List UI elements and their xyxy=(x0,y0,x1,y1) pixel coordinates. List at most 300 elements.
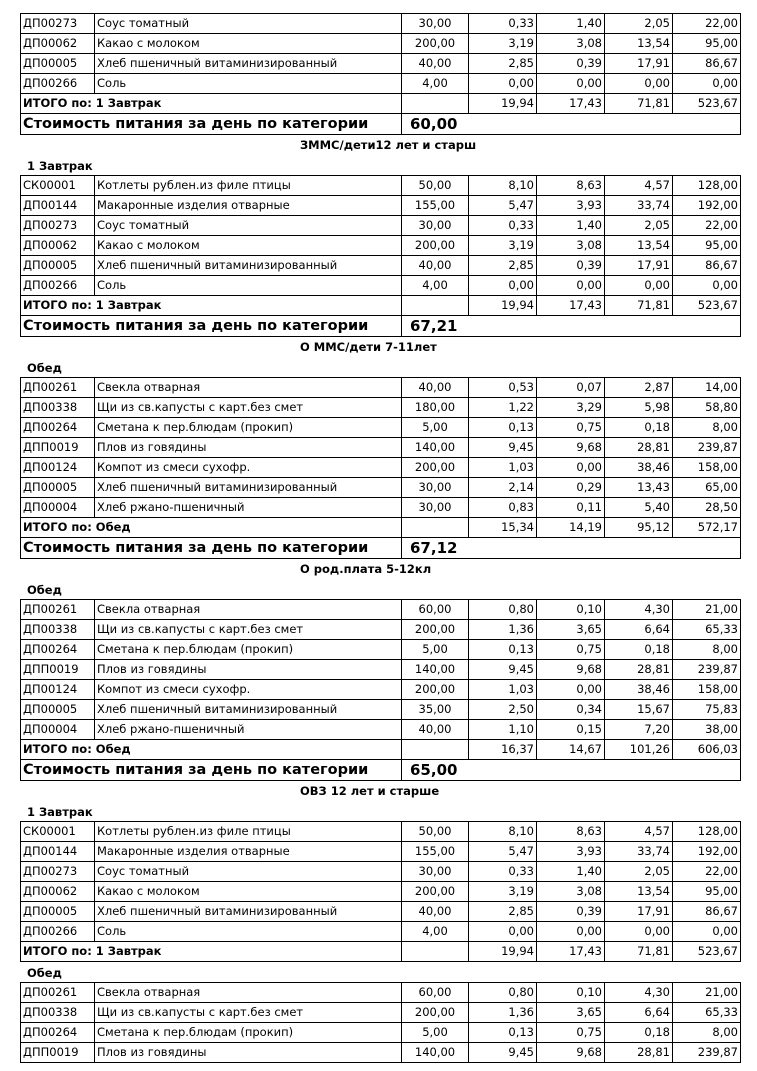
total-f: 17,43 xyxy=(537,296,605,316)
table-row xyxy=(21,256,741,276)
dish-weight: 5,00 xyxy=(402,1023,469,1043)
total-weight-empty xyxy=(402,94,469,114)
total-label: ИТОГО по: 1 Завтрак xyxy=(21,942,402,962)
carbs-value: 13,43 xyxy=(605,478,673,498)
dish-name: Сметана к пер.блюдам (прокип) xyxy=(95,1023,402,1043)
table-row xyxy=(21,882,741,902)
protein-value: 3,19 xyxy=(469,882,537,902)
dish-code: ДП00264 xyxy=(21,1023,95,1043)
protein-value: 9,45 xyxy=(469,1043,537,1063)
carbs-value: 7,20 xyxy=(605,720,673,740)
table-row xyxy=(21,720,741,740)
protein-value: 0,33 xyxy=(469,216,537,236)
table-row xyxy=(21,196,741,216)
kcal-value: 65,33 xyxy=(673,620,741,640)
protein-value: 3,19 xyxy=(469,34,537,54)
dish-name: Щи из св.капусты с карт.без смет xyxy=(95,398,402,418)
total-f: 14,67 xyxy=(537,740,605,760)
kcal-value: 22,00 xyxy=(673,862,741,882)
total-weight-empty xyxy=(402,296,469,316)
dish-name: Соус томатный xyxy=(95,216,402,236)
carbs-value: 15,67 xyxy=(605,700,673,720)
carbs-value: 17,91 xyxy=(605,54,673,74)
table-row xyxy=(21,438,741,458)
fat-value: 0,00 xyxy=(537,922,605,942)
dish-name: Соус томатный xyxy=(95,862,402,882)
table-row xyxy=(21,54,741,74)
carbs-value: 2,05 xyxy=(605,862,673,882)
fat-value: 0,10 xyxy=(537,983,605,1003)
fat-value: 9,68 xyxy=(537,438,605,458)
dish-name: Котлеты рублен.из филе птицы xyxy=(95,822,402,842)
kcal-value: 14,00 xyxy=(673,378,741,398)
dish-name: Какао с молоком xyxy=(95,236,402,256)
fat-value: 3,93 xyxy=(537,196,605,216)
dish-weight: 140,00 xyxy=(402,660,469,680)
dish-weight: 155,00 xyxy=(402,196,469,216)
total-label: ИТОГО по: 1 Завтрак xyxy=(21,94,402,114)
total-weight-empty xyxy=(402,518,469,538)
dish-name: Сметана к пер.блюдам (прокип) xyxy=(95,640,402,660)
dish-name: Хлеб пшеничный витаминизированный xyxy=(95,54,402,74)
dish-weight: 50,00 xyxy=(402,176,469,196)
fat-value: 3,65 xyxy=(537,620,605,640)
dish-name: Хлеб ржано-пшеничный xyxy=(95,498,402,518)
dish-name: Свекла отварная xyxy=(95,378,402,398)
kcal-value: 75,83 xyxy=(673,700,741,720)
carbs-value: 0,18 xyxy=(605,418,673,438)
fat-value: 8,63 xyxy=(537,176,605,196)
protein-value: 0,13 xyxy=(469,640,537,660)
dish-name: Щи из св.капусты с карт.без смет xyxy=(95,1003,402,1023)
dish-code: ДП00005 xyxy=(21,256,95,276)
kcal-value: 128,00 xyxy=(673,822,741,842)
dish-code: ДПП0019 xyxy=(21,1043,95,1063)
dish-name: Макаронные изделия отварные xyxy=(95,196,402,216)
fat-value: 3,08 xyxy=(537,34,605,54)
carbs-value: 13,54 xyxy=(605,236,673,256)
carbs-value: 33,74 xyxy=(605,196,673,216)
carbs-value: 5,40 xyxy=(605,498,673,518)
cost-row xyxy=(21,538,741,559)
menu-table xyxy=(20,821,741,962)
dish-weight: 200,00 xyxy=(402,1003,469,1023)
dish-name: Компот из смеси сухофр. xyxy=(95,458,402,478)
fat-value: 0,00 xyxy=(537,680,605,700)
carbs-value: 13,54 xyxy=(605,882,673,902)
menu-table xyxy=(20,175,741,337)
table-row xyxy=(21,1043,741,1063)
cost-value: 67,12 xyxy=(402,538,741,559)
carbs-value: 2,87 xyxy=(605,378,673,398)
protein-value: 9,45 xyxy=(469,438,537,458)
fat-value: 3,08 xyxy=(537,882,605,902)
dish-code: ДП00261 xyxy=(21,378,95,398)
dish-weight: 40,00 xyxy=(402,54,469,74)
dish-name: Плов из говядины xyxy=(95,438,402,458)
protein-value: 1,22 xyxy=(469,398,537,418)
cost-label: Стоимость питания за день по категории xyxy=(21,114,402,135)
dish-name: Какао с молоком xyxy=(95,34,402,54)
carbs-value: 2,05 xyxy=(605,14,673,34)
kcal-value: 128,00 xyxy=(673,176,741,196)
protein-value: 2,85 xyxy=(469,902,537,922)
carbs-value: 4,57 xyxy=(605,176,673,196)
dish-code: ДП00144 xyxy=(21,842,95,862)
dish-weight: 140,00 xyxy=(402,1043,469,1063)
dish-weight: 60,00 xyxy=(402,600,469,620)
carbs-value: 0,00 xyxy=(605,74,673,94)
total-weight-empty xyxy=(402,740,469,760)
meal-title: 1 Завтрак xyxy=(27,805,93,819)
table-row xyxy=(21,640,741,660)
kcal-value: 38,00 xyxy=(673,720,741,740)
kcal-value: 239,87 xyxy=(673,1043,741,1063)
protein-value: 8,10 xyxy=(469,822,537,842)
cost-value: 67,21 xyxy=(402,316,741,337)
dish-weight: 155,00 xyxy=(402,842,469,862)
total-p: 19,94 xyxy=(469,942,537,962)
table-row xyxy=(21,176,741,196)
dish-name: Соль xyxy=(95,74,402,94)
kcal-value: 21,00 xyxy=(673,600,741,620)
fat-value: 0,39 xyxy=(537,902,605,922)
protein-value: 0,00 xyxy=(469,276,537,296)
kcal-value: 22,00 xyxy=(673,14,741,34)
table-row xyxy=(21,922,741,942)
category-title: О ММС/дети 7-11лет xyxy=(300,340,437,354)
protein-value: 0,00 xyxy=(469,74,537,94)
carbs-value: 0,18 xyxy=(605,1023,673,1043)
kcal-value: 192,00 xyxy=(673,842,741,862)
dish-code: ДП00338 xyxy=(21,1003,95,1023)
dish-code: ДП00266 xyxy=(21,922,95,942)
menu-table xyxy=(20,13,741,135)
dish-code: СК00001 xyxy=(21,176,95,196)
fat-value: 0,00 xyxy=(537,74,605,94)
dish-code: ДП00005 xyxy=(21,478,95,498)
dish-code: ДП00144 xyxy=(21,196,95,216)
dish-code: СК00001 xyxy=(21,822,95,842)
dish-code: ДПП0019 xyxy=(21,660,95,680)
dish-code: ДП00273 xyxy=(21,14,95,34)
kcal-value: 8,00 xyxy=(673,1023,741,1043)
dish-name: Компот из смеси сухофр. xyxy=(95,680,402,700)
carbs-value: 28,81 xyxy=(605,660,673,680)
total-kcal: 523,67 xyxy=(673,942,741,962)
carbs-value: 6,64 xyxy=(605,1003,673,1023)
dish-weight: 30,00 xyxy=(402,498,469,518)
table-row xyxy=(21,276,741,296)
cost-row xyxy=(21,760,741,781)
dish-weight: 4,00 xyxy=(402,276,469,296)
dish-code: ДП00005 xyxy=(21,54,95,74)
cost-row xyxy=(21,114,741,135)
kcal-value: 158,00 xyxy=(673,458,741,478)
total-c: 71,81 xyxy=(605,296,673,316)
dish-code: ДП00004 xyxy=(21,498,95,518)
kcal-value: 28,50 xyxy=(673,498,741,518)
dish-name: Хлеб пшеничный витаминизированный xyxy=(95,902,402,922)
dish-name: Свекла отварная xyxy=(95,600,402,620)
carbs-value: 28,81 xyxy=(605,1043,673,1063)
dish-name: Щи из св.капусты с карт.без смет xyxy=(95,620,402,640)
dish-weight: 200,00 xyxy=(402,882,469,902)
protein-value: 9,45 xyxy=(469,660,537,680)
meal-title: 1 Завтрак xyxy=(27,159,93,173)
category-title: ОВЗ 12 лет и старше xyxy=(300,784,440,798)
total-f: 17,43 xyxy=(537,942,605,962)
meal-title: Обед xyxy=(27,361,62,375)
protein-value: 2,85 xyxy=(469,54,537,74)
dish-name: Хлеб пшеничный витаминизированный xyxy=(95,478,402,498)
dish-weight: 200,00 xyxy=(402,458,469,478)
protein-value: 1,03 xyxy=(469,680,537,700)
dish-code: ДП00261 xyxy=(21,983,95,1003)
dish-weight: 30,00 xyxy=(402,14,469,34)
dish-code: ДП00062 xyxy=(21,34,95,54)
dish-weight: 200,00 xyxy=(402,680,469,700)
protein-value: 0,33 xyxy=(469,862,537,882)
fat-value: 9,68 xyxy=(537,660,605,680)
fat-value: 0,39 xyxy=(537,256,605,276)
dish-code: ДП00338 xyxy=(21,398,95,418)
table-row xyxy=(21,14,741,34)
kcal-value: 95,00 xyxy=(673,236,741,256)
table-row xyxy=(21,236,741,256)
dish-name: Какао с молоком xyxy=(95,882,402,902)
kcal-value: 22,00 xyxy=(673,216,741,236)
dish-name: Хлеб пшеничный витаминизированный xyxy=(95,700,402,720)
protein-value: 1,10 xyxy=(469,720,537,740)
total-label: ИТОГО по: 1 Завтрак xyxy=(21,296,402,316)
dish-code: ДП00124 xyxy=(21,458,95,478)
table-row xyxy=(21,378,741,398)
cost-label: Стоимость питания за день по категории xyxy=(21,316,402,337)
total-p: 19,94 xyxy=(469,296,537,316)
dish-name: Макаронные изделия отварные xyxy=(95,842,402,862)
carbs-value: 0,00 xyxy=(605,922,673,942)
total-f: 14,19 xyxy=(537,518,605,538)
kcal-value: 65,33 xyxy=(673,1003,741,1023)
kcal-value: 239,87 xyxy=(673,438,741,458)
dish-name: Соль xyxy=(95,276,402,296)
dish-name: Хлеб ржано-пшеничный xyxy=(95,720,402,740)
fat-value: 1,40 xyxy=(537,216,605,236)
table-row xyxy=(21,458,741,478)
dish-code: ДП00062 xyxy=(21,236,95,256)
total-kcal: 523,67 xyxy=(673,94,741,114)
dish-code: ДП00266 xyxy=(21,74,95,94)
fat-value: 0,15 xyxy=(537,720,605,740)
kcal-value: 86,67 xyxy=(673,256,741,276)
protein-value: 5,47 xyxy=(469,842,537,862)
fat-value: 3,29 xyxy=(537,398,605,418)
dish-code: ДП00266 xyxy=(21,276,95,296)
cost-value: 60,00 xyxy=(402,114,741,135)
protein-value: 0,80 xyxy=(469,600,537,620)
dish-code: ДПП0019 xyxy=(21,438,95,458)
fat-value: 0,75 xyxy=(537,640,605,660)
protein-value: 5,47 xyxy=(469,196,537,216)
total-p: 15,34 xyxy=(469,518,537,538)
table-row xyxy=(21,74,741,94)
protein-value: 2,14 xyxy=(469,478,537,498)
table-row xyxy=(21,216,741,236)
protein-value: 8,10 xyxy=(469,176,537,196)
cost-value: 65,00 xyxy=(402,760,741,781)
total-f: 17,43 xyxy=(537,94,605,114)
dish-weight: 4,00 xyxy=(402,922,469,942)
dish-code: ДП00273 xyxy=(21,216,95,236)
kcal-value: 95,00 xyxy=(673,34,741,54)
table-row xyxy=(21,680,741,700)
carbs-value: 13,54 xyxy=(605,34,673,54)
protein-value: 3,19 xyxy=(469,236,537,256)
protein-value: 0,80 xyxy=(469,983,537,1003)
total-kcal: 572,17 xyxy=(673,518,741,538)
total-kcal: 606,03 xyxy=(673,740,741,760)
table-row xyxy=(21,842,741,862)
dish-weight: 35,00 xyxy=(402,700,469,720)
dish-code: ДП00004 xyxy=(21,720,95,740)
carbs-value: 2,05 xyxy=(605,216,673,236)
protein-value: 0,33 xyxy=(469,14,537,34)
fat-value: 0,75 xyxy=(537,418,605,438)
dish-weight: 4,00 xyxy=(402,74,469,94)
carbs-value: 17,91 xyxy=(605,256,673,276)
total-kcal: 523,67 xyxy=(673,296,741,316)
protein-value: 1,03 xyxy=(469,458,537,478)
table-row xyxy=(21,34,741,54)
carbs-value: 38,46 xyxy=(605,680,673,700)
dish-name: Котлеты рублен.из филе птицы xyxy=(95,176,402,196)
table-row xyxy=(21,418,741,438)
total-c: 101,26 xyxy=(605,740,673,760)
dish-weight: 30,00 xyxy=(402,862,469,882)
dish-weight: 40,00 xyxy=(402,378,469,398)
fat-value: 0,07 xyxy=(537,378,605,398)
dish-weight: 200,00 xyxy=(402,34,469,54)
kcal-value: 239,87 xyxy=(673,660,741,680)
total-c: 71,81 xyxy=(605,94,673,114)
fat-value: 0,00 xyxy=(537,276,605,296)
meal-title: Обед xyxy=(27,583,62,597)
table-row xyxy=(21,620,741,640)
cost-row xyxy=(21,316,741,337)
dish-code: ДП00264 xyxy=(21,418,95,438)
menu-table xyxy=(20,982,741,1063)
dish-code: ДП00062 xyxy=(21,882,95,902)
dish-code: ДП00273 xyxy=(21,862,95,882)
dish-code: ДП00261 xyxy=(21,600,95,620)
carbs-value: 33,74 xyxy=(605,842,673,862)
dish-weight: 200,00 xyxy=(402,620,469,640)
dish-weight: 200,00 xyxy=(402,236,469,256)
total-row xyxy=(21,942,741,962)
carbs-value: 28,81 xyxy=(605,438,673,458)
fat-value: 9,68 xyxy=(537,1043,605,1063)
fat-value: 0,00 xyxy=(537,458,605,478)
dish-weight: 5,00 xyxy=(402,418,469,438)
dish-weight: 180,00 xyxy=(402,398,469,418)
kcal-value: 86,67 xyxy=(673,54,741,74)
total-c: 95,12 xyxy=(605,518,673,538)
fat-value: 8,63 xyxy=(537,822,605,842)
fat-value: 1,40 xyxy=(537,14,605,34)
fat-value: 0,10 xyxy=(537,600,605,620)
carbs-value: 4,57 xyxy=(605,822,673,842)
dish-weight: 30,00 xyxy=(402,478,469,498)
dish-weight: 50,00 xyxy=(402,822,469,842)
protein-value: 0,53 xyxy=(469,378,537,398)
table-row xyxy=(21,1023,741,1043)
menu-table xyxy=(20,377,741,559)
dish-name: Соус томатный xyxy=(95,14,402,34)
table-row xyxy=(21,600,741,620)
kcal-value: 65,00 xyxy=(673,478,741,498)
total-c: 71,81 xyxy=(605,942,673,962)
dish-weight: 40,00 xyxy=(402,902,469,922)
dish-weight: 60,00 xyxy=(402,983,469,1003)
dish-name: Хлеб пшеничный витаминизированный xyxy=(95,256,402,276)
fat-value: 1,40 xyxy=(537,862,605,882)
cost-label: Стоимость питания за день по категории xyxy=(21,760,402,781)
fat-value: 3,08 xyxy=(537,236,605,256)
table-row xyxy=(21,700,741,720)
total-row xyxy=(21,94,741,114)
table-row xyxy=(21,862,741,882)
protein-value: 0,00 xyxy=(469,922,537,942)
kcal-value: 0,00 xyxy=(673,276,741,296)
fat-value: 0,29 xyxy=(537,478,605,498)
category-title: О род.плата 5-12кл xyxy=(300,562,432,576)
protein-value: 0,13 xyxy=(469,1023,537,1043)
dish-name: Плов из говядины xyxy=(95,1043,402,1063)
table-row xyxy=(21,498,741,518)
carbs-value: 5,98 xyxy=(605,398,673,418)
table-row xyxy=(21,983,741,1003)
dish-weight: 40,00 xyxy=(402,720,469,740)
protein-value: 1,36 xyxy=(469,620,537,640)
protein-value: 0,13 xyxy=(469,418,537,438)
dish-name: Свекла отварная xyxy=(95,983,402,1003)
fat-value: 3,65 xyxy=(537,1003,605,1023)
dish-code: ДП00124 xyxy=(21,680,95,700)
kcal-value: 158,00 xyxy=(673,680,741,700)
kcal-value: 8,00 xyxy=(673,640,741,660)
table-row xyxy=(21,478,741,498)
kcal-value: 192,00 xyxy=(673,196,741,216)
kcal-value: 86,67 xyxy=(673,902,741,922)
total-p: 19,94 xyxy=(469,94,537,114)
carbs-value: 6,64 xyxy=(605,620,673,640)
total-label: ИТОГО по: Обед xyxy=(21,518,402,538)
dish-weight: 40,00 xyxy=(402,256,469,276)
table-row xyxy=(21,398,741,418)
kcal-value: 95,00 xyxy=(673,882,741,902)
carbs-value: 4,30 xyxy=(605,600,673,620)
dish-name: Соль xyxy=(95,922,402,942)
total-label: ИТОГО по: Обед xyxy=(21,740,402,760)
kcal-value: 21,00 xyxy=(673,983,741,1003)
kcal-value: 58,80 xyxy=(673,398,741,418)
dish-name: Плов из говядины xyxy=(95,660,402,680)
kcal-value: 8,00 xyxy=(673,418,741,438)
menu-document xyxy=(20,13,741,1063)
meal-title: Обед xyxy=(27,966,62,980)
category-title: ЗММС/дети12 лет и старш xyxy=(300,138,477,152)
